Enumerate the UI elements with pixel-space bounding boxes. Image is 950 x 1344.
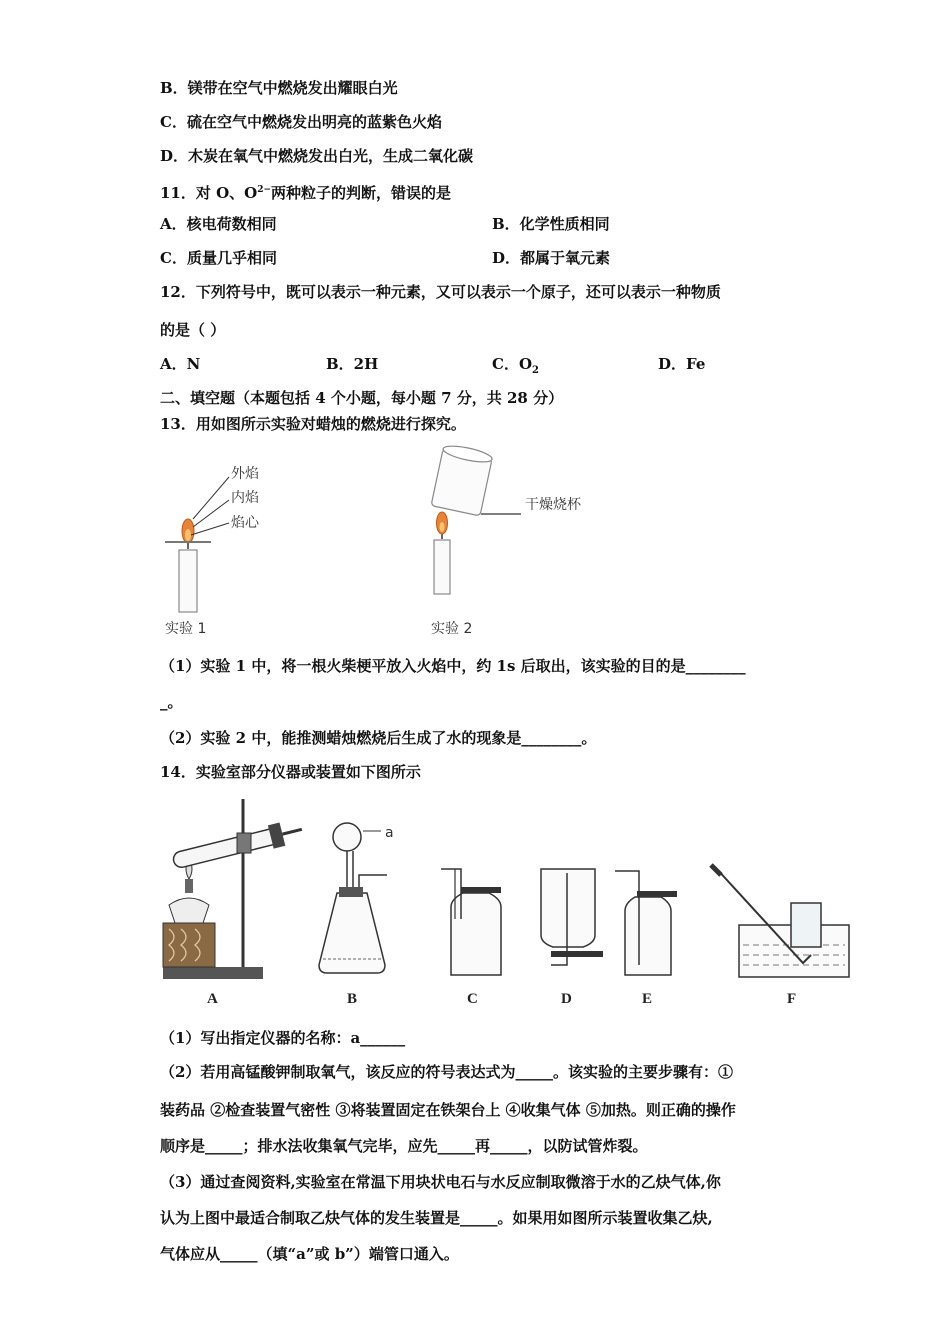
q13-part1-line1: （1）实验 1 中，将一根火柴梗平放入火焰中，约 1s 后取出，该实验的目的是________: [160, 657, 746, 675]
inner-flame-label: 内焰: [231, 490, 259, 506]
q14-stem: 14．实验室部分仪器或装置如下图所示: [160, 763, 421, 781]
q11-option-b: B．化学性质相同: [492, 215, 610, 233]
outer-flame-label: 外焰: [231, 466, 259, 482]
q11-superscript: 2−: [257, 185, 272, 195]
label-d: D: [561, 991, 572, 1007]
q12-option-b: B．2H: [326, 355, 379, 373]
apparatus-f: [711, 865, 849, 977]
q14-part1: （1）写出指定仪器的名称：a______: [160, 1029, 406, 1047]
q10-option-d: D．木炭在氧气中燃烧发出白光，生成二氧化碳: [160, 147, 474, 165]
apparatus-b: [319, 823, 387, 973]
q10-option-b: B．镁带在空气中燃烧发出耀眼白光: [160, 79, 398, 97]
q11-stem: [160, 180, 451, 203]
experiment2-caption: 实验 2: [431, 621, 473, 637]
q12-stem-line1: 12．下列符号中，既可以表示一种元素，又可以表示一个原子，还可以表示一种物质: [160, 283, 721, 301]
q10-option-c: C．硫在空气中燃烧发出明亮的蓝紫色火焰: [160, 113, 442, 131]
q13-part2: （2）实验 2 中，能推测蜡烛燃烧后生成了水的现象是________。: [160, 729, 597, 747]
q14-part3-line3: 气体应从_____（填“a”或 b”）端管口通入。: [160, 1245, 459, 1263]
label-e: E: [642, 991, 653, 1007]
apparatus-d: [541, 869, 603, 965]
apparatus-c: [441, 869, 501, 975]
q13-candle-figures: [155, 445, 625, 645]
q14-part2-line1: （2）若用高锰酸钾制取氧气，该反应的符号表达式为_____。该实验的主要步骤有：①: [160, 1063, 733, 1081]
apparatus-a: [163, 799, 305, 979]
q14-part2-line2: 装药品 ②检查装置气密性 ③将装置固定在铁架台上 ④收集气体 ⑤加热。则正确的操作: [160, 1101, 736, 1119]
label-a: A: [207, 991, 218, 1007]
section-heading: 二、填空题（本题包括 4 个小题，每小题 7 分，共 28 分）: [160, 389, 564, 407]
q11-option-c: C．质量几乎相同: [160, 249, 277, 267]
q14-part3-line2: 认为上图中最适合制取乙炔气体的发生装置是_____。如果用如图所示装置收集乙炔,: [160, 1209, 713, 1227]
experiment2-setup: [431, 445, 521, 594]
q14-apparatus-figure: [155, 795, 855, 1015]
q11-stem-part2: 两种粒子的判断，错误的是: [271, 184, 452, 202]
apparatus-e: [615, 871, 677, 975]
q11-option-d: D．都属于氧元素: [492, 249, 611, 267]
q12-option-c: [492, 354, 539, 381]
q13-part1-line2: _。: [160, 693, 183, 711]
q11-stem-part1: 11．对 O、O: [160, 184, 258, 202]
q13-stem: 13．用如图所示实验对蜡烛的燃烧进行探究。: [160, 415, 466, 433]
experiment1-caption: 实验 1: [165, 621, 207, 637]
label-a-mark: a: [385, 825, 394, 841]
label-f: F: [787, 991, 797, 1007]
q11-option-a: A．核电荷数相同: [160, 215, 277, 233]
experiment1-candle: [165, 477, 229, 612]
q12-option-a: A．N: [160, 355, 201, 373]
dry-beaker-label: 干燥烧杯: [525, 497, 581, 513]
q12-option-d: D．Fe: [658, 355, 706, 373]
label-b: B: [347, 991, 358, 1007]
flame-core-label: 焰心: [231, 515, 259, 531]
q12-option-c-text: C．O: [492, 355, 533, 373]
q12-option-c-subscript: 2: [532, 365, 539, 376]
q14-part2-line3: 顺序是_____；排水法收集氧气完毕，应先_____再_____，以防试管炸裂。: [160, 1137, 648, 1155]
label-c: C: [467, 991, 478, 1007]
q12-stem-line2: 的是（ ）: [160, 321, 226, 339]
q14-part3-line1: （3）通过查阅资料,实验室在常温下用块状电石与水反应制取微溶于水的乙炔气体,你: [160, 1173, 721, 1191]
